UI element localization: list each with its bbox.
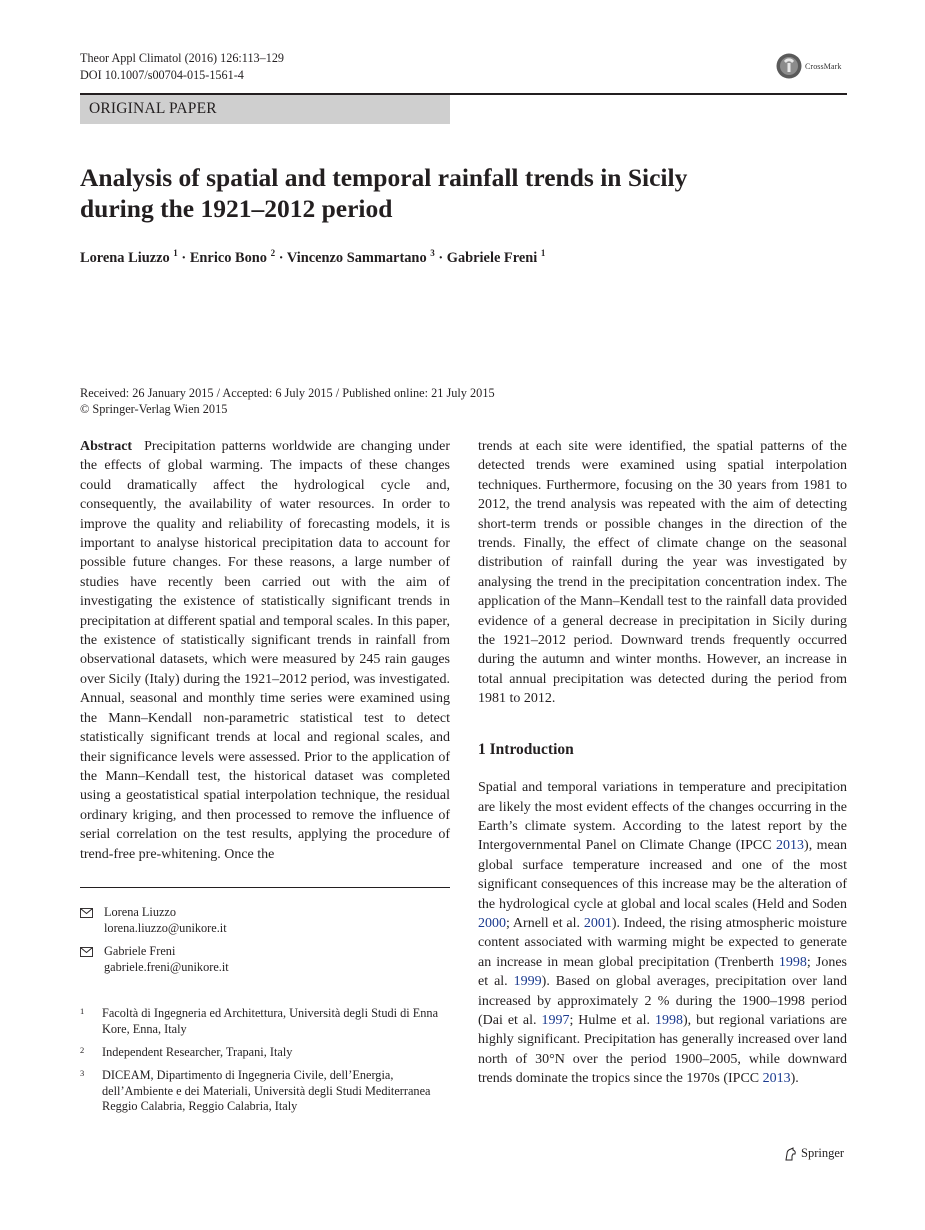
author-list <box>80 248 545 267</box>
affiliation-number: 2 <box>80 1045 85 1055</box>
affiliation-number: 3 <box>80 1068 85 1078</box>
right-column <box>478 437 847 1089</box>
paper-type-banner <box>80 95 450 124</box>
corresponding-author <box>80 905 450 936</box>
history-dates: Received: 26 January 2015 / Accepted: 6 July 2015 / Published online: 21 July 2015 <box>80 386 495 400</box>
affiliation-text: Independent Researcher, Trapani, Italy <box>102 1045 293 1059</box>
contact-name: Lorena Liuzzo <box>104 905 177 919</box>
author-affiliation-marker: 1 <box>173 248 178 258</box>
title-line-1: Analysis of spatial and temporal rainfall trends in Sicily <box>80 163 688 192</box>
paper-type: ORIGINAL PAPER <box>89 100 217 117</box>
publisher-mark <box>784 1146 844 1161</box>
author-separator: · <box>278 250 284 266</box>
paper-title <box>80 162 840 224</box>
author-affiliation-marker: 2 <box>270 248 276 258</box>
abstract-text-part1: Precipitation patterns worldwide are changing under the effects of global warming. The impacts of these changes could dramatically affect the hydrological cycle and, consequently, the availability of water resources. In order to improve the quality and reliability of forecasting models, it is important to analyse historical precipitation data to account for possible future changes. For these reasons, a large number of studies have recently been carried out with the aim of investigating the existence of statistically significant trends in precipitation at different spatial and temporal scales. In this paper, the existence of statistically significant trends in rainfall from observational datasets, which were measured by 245 rain gauges over Sicily (Italy) during the 1921–2012 period, was investigated. Annual, seasonal and monthly time series were examined using the Mann–Kendall non-parametric statistical test to detect statistically significant trends at local and regional scales, and their significance levels were assessed. Prior to the application of the Mann–Kendall test, the historical dataset was completed using a geostatistical spatial interpolation technique, the residual ordinary kriging, and then processed to remove the influence of serial correlation on the test results, applying the procedure of trend-free pre-whitening. Once the <box>80 439 451 862</box>
affiliation <box>80 1068 452 1115</box>
abstract-paragraph <box>80 437 450 864</box>
envelope-icon <box>80 908 93 918</box>
abstract-text-part2: trends at each site were identified, the spatial patterns of the detected trends were examined using spatial interpolation techniques. Furthermore, focusing on the 30 years from 1981 to 2012, the trend analysis was repeated with the aim of detecting short-term trends or possible changes in the direction of the trends. Finally, the effect of climate change on the seasonal distribution of rainfall during the year was investigated by analysing the trend in the precipitation concentration index. The application of the Mann–Kendall test to the rainfall data provided evidence of a general decrease in precipitation in Sicily during the 1921–2012 period. Downward trends frequently occurred during the autumn and winter months. However, an increase in total annual precipitation was detected during the period from 1981 to 2012. <box>478 439 847 707</box>
envelope-icon <box>80 947 93 957</box>
citation-link[interactable]: 2000 <box>478 915 506 931</box>
citation-link[interactable]: 2013 <box>762 1071 791 1087</box>
affiliation-text: DICEAM, Dipartimento di Ingegneria Civile, dell’Energia, dell’Ambiente e dei Materiali, Università degli Studi Mediterranea Reggio Calabria, Reggio Calabria, Italy <box>102 1068 431 1113</box>
doi[interactable]: DOI 10.1007/s00704-015-1561-4 <box>80 67 244 82</box>
author-separator: · <box>181 250 187 266</box>
abstract-label: Abstract <box>80 439 133 454</box>
copyright: © Springer-Verlag Wien 2015 <box>80 401 228 416</box>
contact-name: Gabriele Freni <box>104 944 176 958</box>
publisher-name: Springer <box>801 1146 845 1160</box>
publication-dates <box>80 386 495 417</box>
corresponding-author <box>80 944 450 975</box>
crossmark-icon <box>776 53 802 79</box>
citation-link[interactable]: 2001 <box>583 915 612 931</box>
affiliation <box>80 1045 452 1061</box>
introduction-paragraph: Spatial and temporal variations in temperature and precipitation are likely the most evident effects of the changes occurring in the Earth’s climate system. According to the latest report by the Intergovernmental Panel on Climate Change (IPCC 2013), mean global surface temperature increased and one of the most significant consequences of this increase may be the alteration of the hydrological cycle at global and local scales (Held and Soden 2000; Arnell et al. 2001). Indeed, the rising atmospheric moisture content associated with warming might be expected to generate an increase in mean global precipitation (Trenberth 1998; Jones et al. 1999). Based on global averages, precipitation over land increased by approximately 2 % during the 1900–1998 period (Dai et al. 1997; Hulme et al. 1998), but regional variations are highly significant. Precipitation has generally increased over land north of 30°N over the period 1900–2005, while downward trends dominate the tropics since the 1970s (IPCC 2013). <box>478 780 847 1087</box>
citation-link[interactable]: 1997 <box>541 1012 570 1028</box>
title-line-2: during the 1921–2012 period <box>80 194 393 223</box>
abstract-left-column <box>80 437 450 864</box>
contact-email[interactable]: lorena.liuzzo@unikore.it <box>104 920 227 935</box>
author-name[interactable]: Enrico Bono <box>189 250 267 266</box>
journal-citation: Theor Appl Climatol (2016) 126:113–129 <box>80 51 285 65</box>
affiliation-number: 1 <box>80 1006 85 1016</box>
author-name[interactable]: Lorena Liuzzo <box>80 250 170 266</box>
affiliation <box>80 1006 452 1037</box>
citation-link[interactable]: 1998 <box>654 1012 683 1028</box>
citation-link[interactable]: 1998 <box>778 954 807 970</box>
author-name[interactable]: Vincenzo Sammartano <box>286 250 427 266</box>
footnote-rule <box>80 887 450 888</box>
crossmark-badge[interactable] <box>776 53 841 79</box>
section-heading-introduction: 1 Introduction <box>478 740 574 758</box>
affiliation-text: Facoltà di Ingegneria ed Architettura, Università degli Studi di Enna Kore, Enna, Italy <box>102 1006 439 1036</box>
author-affiliation-marker: 1 <box>540 248 546 258</box>
journal-info <box>80 50 284 83</box>
springer-horse-icon <box>784 1147 797 1161</box>
citation-link[interactable]: 2013 <box>776 838 805 854</box>
author-name[interactable]: Gabriele Freni <box>446 250 538 266</box>
citation-link[interactable]: 1999 <box>513 974 542 990</box>
crossmark-label: CrossMark <box>805 61 842 71</box>
contact-email[interactable]: gabriele.freni@unikore.it <box>104 959 229 974</box>
author-affiliation-marker: 3 <box>430 248 435 258</box>
author-separator: · <box>438 250 444 266</box>
